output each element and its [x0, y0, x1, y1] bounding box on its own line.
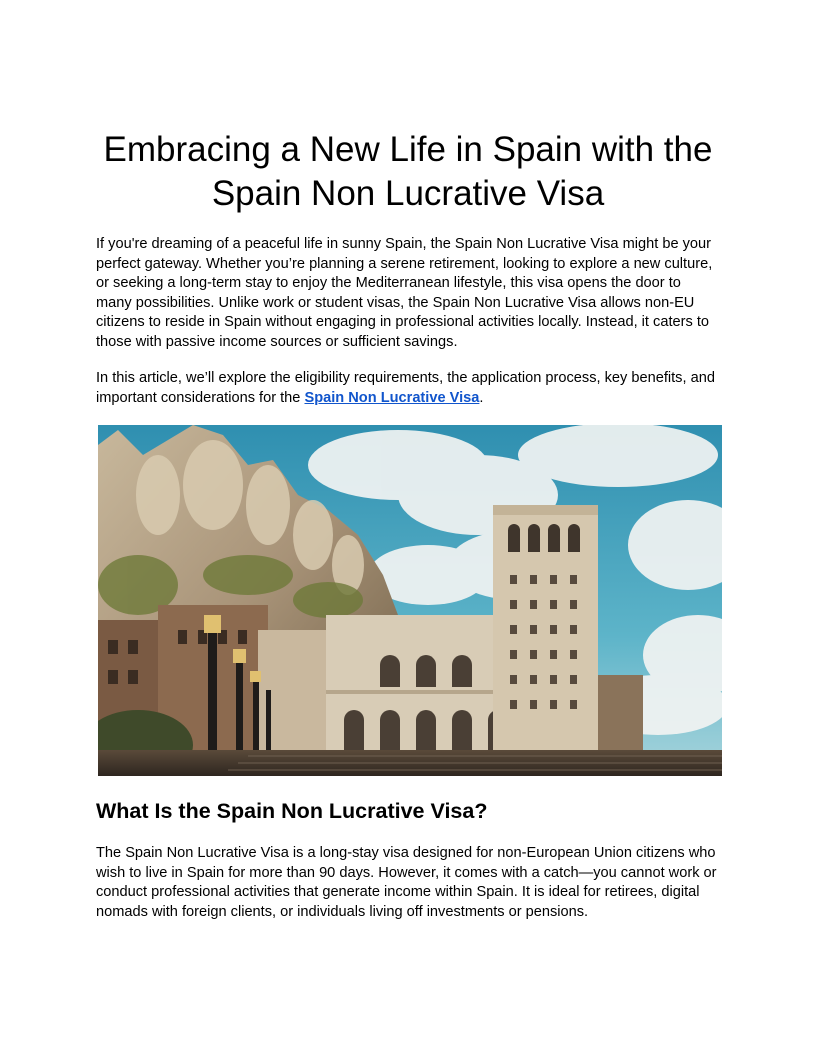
- page-title: [96, 128, 720, 216]
- article-paragraph: [96, 369, 720, 408]
- title-line-2: Spain Non Lucrative Visa: [211, 174, 605, 213]
- monastery-photo: [98, 425, 722, 776]
- section-heading: What Is the Spain Non Lucrative Visa?: [96, 799, 488, 823]
- intro-paragraph: If you're dreaming of a peaceful life in sunny Spain, the Spain Non Lucrative Visa might be your perfect gateway. Whether you’re planning a serene retirement, looking to explore a new culture, or seeking a long-term stay to enjoy the Mediterranean lifestyle, this visa opens the door to many possibilities. Unlike work or student visas, the Spain Non Lucrative Visa allows non-EU citizens to reside in Spain without engaging in professional activities locally. Instead, it caters to those with passive income sources or sufficient savings.: [96, 236, 713, 350]
- title-line-1: Embracing a New Life in Spain with the: [103, 130, 713, 169]
- section-paragraph: The Spain Non Lucrative Visa is a long-stay visa designed for non-European Union citizens who wish to live in Spain for more than 90 days. However, it comes with a catch—you cannot work or conduct professional activities that generate income within Spain. It is ideal for retirees, digital nomads with foreign clients, or individuals living off investments or pensions.: [96, 845, 717, 920]
- article-text: In this article, we’ll explore the eligibility requirements, the application process, key benefits, and important considerations for the: [96, 370, 715, 406]
- visa-link[interactable]: Spain Non Lucrative Visa: [304, 389, 480, 406]
- article-text-end: .: [479, 389, 484, 406]
